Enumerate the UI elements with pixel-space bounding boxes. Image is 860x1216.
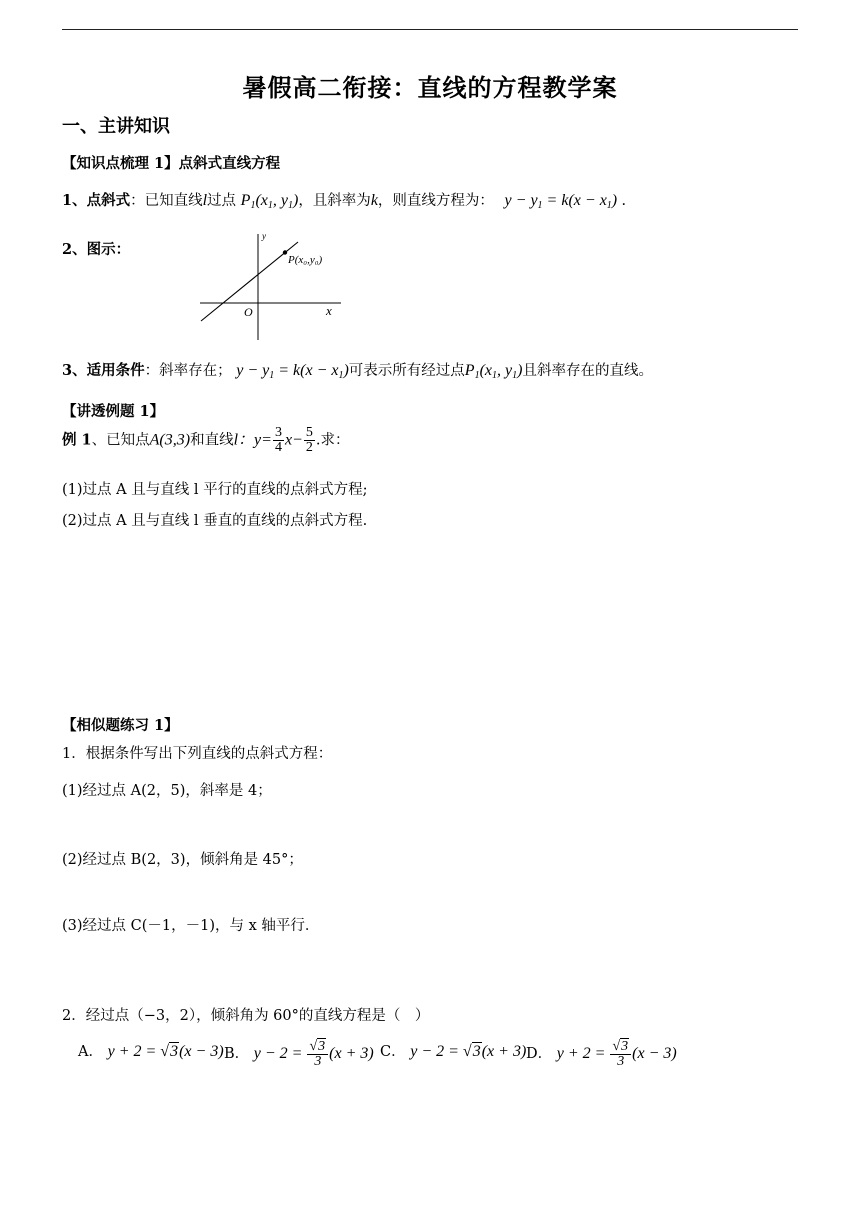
section-heading: 一、主讲知识 xyxy=(62,116,170,137)
item2-label: 2、图示： xyxy=(62,241,131,258)
example1-line-name: l xyxy=(233,431,239,449)
option-d[interactable] xyxy=(526,1040,677,1069)
option-c-formula: y − 2 = √3(x + 3) xyxy=(410,1043,527,1060)
item3-text-a: ：斜率存在； xyxy=(144,363,232,379)
point-slope-equation-2: $y - y_1 = k(x - x_1)$ xyxy=(236,362,349,381)
practice2-question: 2．经过点（−3，2），倾斜角为 60°的直线方程是（ ） xyxy=(62,1008,430,1024)
x-axis-label: x xyxy=(326,303,332,318)
practice1-intro: 1．根据条件写出下列直线的点斜式方程： xyxy=(62,746,333,762)
item1-text-a: ：已知直线 xyxy=(130,193,203,209)
fraction-three-quarters xyxy=(273,426,284,455)
option-d-label: D． xyxy=(526,1046,553,1063)
item3-text-c: 且斜率存在的直线。 xyxy=(522,363,653,379)
origin-label: O xyxy=(244,305,253,319)
slope-symbol: k xyxy=(370,192,378,209)
point-p-label: P(x₀,y₀) xyxy=(288,254,323,266)
option-d-fraction: $\frac{√3}{3}$ xyxy=(610,1040,631,1069)
header-rule xyxy=(62,29,798,30)
frac2-numerator: 5 xyxy=(305,425,313,440)
line-diagram xyxy=(196,228,346,348)
practice1-item-a: (1)经过点 A(2，5)，斜率是 4； xyxy=(62,783,272,799)
item1-text-d: ，则直线方程为： xyxy=(377,193,494,209)
point-slope-equation: $y - y_1 = k(x - x_1)$ xyxy=(504,192,618,211)
example1-text-a: 、已知点 xyxy=(91,432,150,449)
frac1-denominator: 4 xyxy=(274,440,282,455)
option-c-label: C． xyxy=(380,1044,406,1060)
fraction-five-halves xyxy=(304,426,315,455)
example1-label: 例 1 xyxy=(62,431,92,449)
option-d-formula: y + 2 = $\frac{√3}{3}$ (x − 3) xyxy=(556,1039,677,1069)
option-b-fraction: $\frac{√3}{3}$ xyxy=(307,1040,328,1069)
line-symbol: l xyxy=(202,192,208,209)
item3-text-b: 可表示所有经过点 xyxy=(348,363,465,379)
example1-statement xyxy=(62,426,349,455)
option-b-formula: y − 2 = $\frac{√3}{3}$ (x + 3) xyxy=(253,1039,374,1069)
example1-point: A(3,3) xyxy=(149,431,191,449)
example1-text-b: 和直线 xyxy=(190,432,234,449)
example1-text-d: x− xyxy=(284,431,303,449)
option-c[interactable] xyxy=(380,1040,526,1061)
frac1-numerator: 3 xyxy=(274,425,282,440)
practice-heading: 【相似题练习 1】 xyxy=(62,717,179,734)
option-b-label: B． xyxy=(224,1046,250,1063)
practice1-item-b: (2)经过点 B(2，3)，倾斜角是 45°； xyxy=(62,852,303,868)
option-b[interactable] xyxy=(224,1040,374,1069)
example1-text-c: ：y= xyxy=(238,431,272,449)
option-a-label: A． xyxy=(78,1044,103,1060)
option-a[interactable] xyxy=(78,1040,224,1061)
frac2-denominator: 2 xyxy=(305,440,313,455)
point-p1-formula: $P_1(x_1$, $y_1$) xyxy=(240,192,299,211)
point-p-dot xyxy=(283,250,287,254)
item1-text-c: ，且斜率为 xyxy=(298,193,371,209)
item1-text-b: 过点 xyxy=(207,193,237,209)
example1-question-1: (1)过点 A 且与直线 l 平行的直线的点斜式方程; xyxy=(62,482,368,498)
example1-question-2: (2)过点 A 且与直线 l 垂直的直线的点斜式方程. xyxy=(62,513,368,529)
practice1-item-c: (3)经过点 C(－1，－1)，与 x 轴平行． xyxy=(62,918,320,934)
point-slope-definition: 1、点斜式：已知直线l过点 $P_1(x_1$, $y_1$)，且斜率为k，则直线方程为： $y - y_1 = k(x - x_1)$ . xyxy=(62,192,626,211)
example-heading: 【讲透例题 1】 xyxy=(62,403,165,420)
option-a-formula: y + 2 = √3(x − 3) xyxy=(107,1043,224,1060)
y-axis-label: y xyxy=(262,231,266,241)
page-title: 暑假高二衔接：直线的方程教学案 xyxy=(242,73,618,102)
knowledge-heading: 【知识点梳理 1】点斜式直线方程 xyxy=(62,155,281,172)
item3-label: 3、适用条件 xyxy=(62,362,145,379)
example1-text-e: .求： xyxy=(315,432,350,449)
applicable-conditions xyxy=(62,359,653,381)
point-p1-formula-2: $P_1(x_1$, $y_1$) xyxy=(464,362,523,381)
item1-label: 1、点斜式 xyxy=(62,192,131,209)
